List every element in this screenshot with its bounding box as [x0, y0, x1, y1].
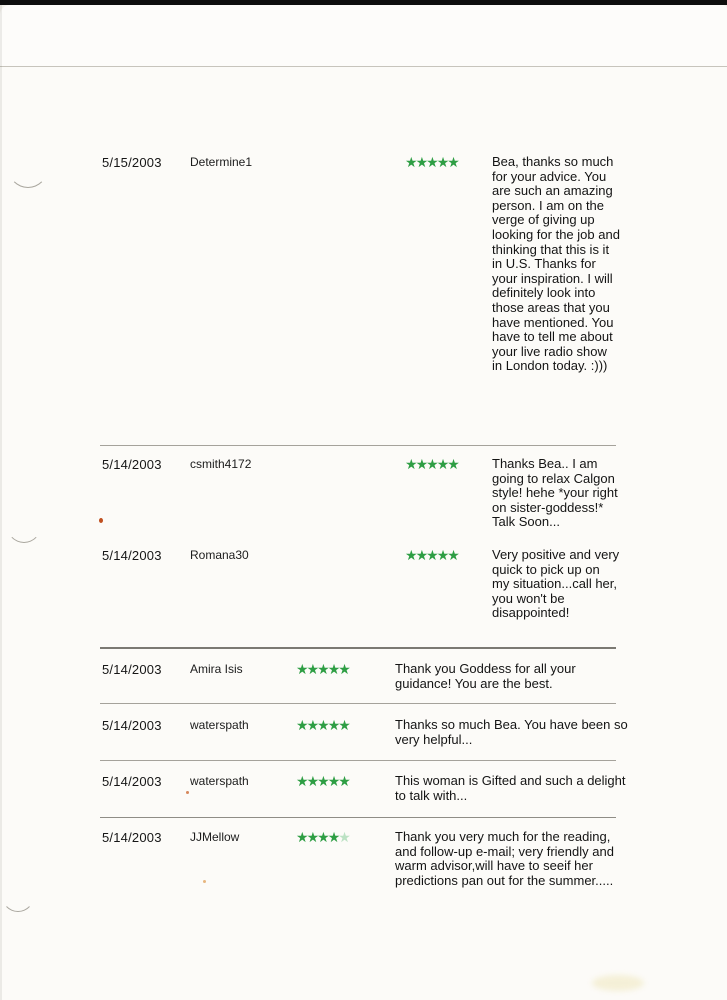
star-filled-icon: ★: [296, 773, 307, 789]
review-date: 5/14/2003: [102, 774, 162, 789]
star-filled-icon: ★: [426, 154, 437, 170]
row-divider: [100, 817, 616, 818]
review-text: This woman is Gifted and such a delight to talk with...: [395, 773, 626, 803]
star-filled-icon: ★: [296, 717, 307, 733]
row-divider: [100, 703, 616, 704]
star-filled-icon: ★: [447, 456, 458, 472]
scan-smudge: [592, 975, 644, 991]
review-date: 5/14/2003: [102, 548, 162, 563]
star-empty-icon: ★: [338, 829, 349, 845]
star-filled-icon: ★: [327, 661, 339, 677]
review-text: Very positive and very quick to pick up on my situation...call her, you won't be disappointed!: [492, 547, 620, 621]
star-rating: [296, 774, 395, 788]
review-row: [102, 155, 620, 374]
review-username: Determine1: [190, 155, 253, 169]
review-username: JJMellow: [190, 830, 240, 844]
review-text: Thanks so much Bea. You have been so very helpful...: [395, 717, 628, 747]
review-date: 5/15/2003: [102, 155, 162, 170]
star-filled-icon: ★: [436, 456, 448, 472]
review-date: 5/14/2003: [102, 457, 162, 472]
star-filled-icon: ★: [426, 456, 437, 472]
row-divider: [100, 445, 616, 446]
review-text: Thanks Bea.. I am going to relax Calgon style! hehe *your right on sister-goddess!* Talk Soon...: [492, 456, 618, 530]
star-filled-icon: ★: [317, 717, 328, 733]
review-row: [102, 548, 620, 621]
star-filled-icon: ★: [306, 717, 318, 733]
review-row: [102, 774, 631, 803]
star-filled-icon: ★: [327, 773, 339, 789]
star-filled-icon: ★: [327, 829, 339, 845]
star-rating: [296, 662, 395, 676]
review-text: Thank you very much for the reading, and follow-up e-mail; very friendly and warm advisor,will have to seeif her predictions pan out for the summer.....: [395, 829, 614, 888]
review-date: 5/14/2003: [102, 830, 162, 845]
review-date: 5/14/2003: [102, 662, 162, 677]
star-filled-icon: ★: [327, 717, 339, 733]
star-rating: [296, 830, 395, 844]
overlapping-page-edge: [0, 5, 727, 67]
star-filled-icon: ★: [306, 773, 318, 789]
star-rating: [296, 718, 395, 732]
star-filled-icon: ★: [436, 154, 448, 170]
star-rating: [405, 548, 492, 562]
row-divider: [100, 760, 616, 761]
star-rating: [405, 457, 492, 471]
review-date: 5/14/2003: [102, 718, 162, 733]
review-row: [102, 662, 631, 691]
review-row: [102, 718, 631, 747]
punch-hole-mark: [6, 505, 42, 543]
star-filled-icon: ★: [436, 547, 448, 563]
review-row: [102, 457, 620, 530]
row-divider: [100, 647, 616, 649]
review-username: waterspath: [190, 774, 249, 788]
star-filled-icon: ★: [405, 456, 416, 472]
review-username: Romana30: [190, 548, 249, 562]
star-filled-icon: ★: [405, 547, 416, 563]
star-filled-icon: ★: [317, 773, 328, 789]
punch-hole-mark: [8, 148, 48, 188]
review-row: [102, 830, 631, 888]
star-filled-icon: ★: [415, 547, 427, 563]
star-filled-icon: ★: [317, 829, 328, 845]
star-filled-icon: ★: [447, 154, 458, 170]
star-filled-icon: ★: [296, 829, 307, 845]
star-filled-icon: ★: [306, 661, 318, 677]
review-username: Amira Isis: [190, 662, 243, 676]
star-filled-icon: ★: [306, 829, 318, 845]
star-filled-icon: ★: [415, 456, 427, 472]
star-filled-icon: ★: [338, 717, 349, 733]
punch-hole-mark: [1, 876, 35, 912]
star-filled-icon: ★: [338, 661, 349, 677]
review-username: waterspath: [190, 718, 249, 732]
star-filled-icon: ★: [317, 661, 328, 677]
review-username: csmith4172: [190, 457, 252, 471]
review-text: Thank you Goddess for all your guidance! You are the best.: [395, 661, 576, 691]
scan-left-edge-shadow: [0, 5, 2, 1000]
star-filled-icon: ★: [426, 547, 437, 563]
star-filled-icon: ★: [415, 154, 427, 170]
star-filled-icon: ★: [296, 661, 307, 677]
review-text: Bea, thanks so much for your advice. You are such an amazing person. I am on the verge of giving up looking for the job and thinking that this is it in U.S. Thanks for your inspiration. I will definitely look into those areas that you have mentioned. You have to tell me about your live radio show in London today. :))): [492, 154, 620, 374]
star-filled-icon: ★: [447, 547, 458, 563]
star-rating: [405, 155, 492, 169]
star-filled-icon: ★: [405, 154, 416, 170]
star-filled-icon: ★: [338, 773, 349, 789]
